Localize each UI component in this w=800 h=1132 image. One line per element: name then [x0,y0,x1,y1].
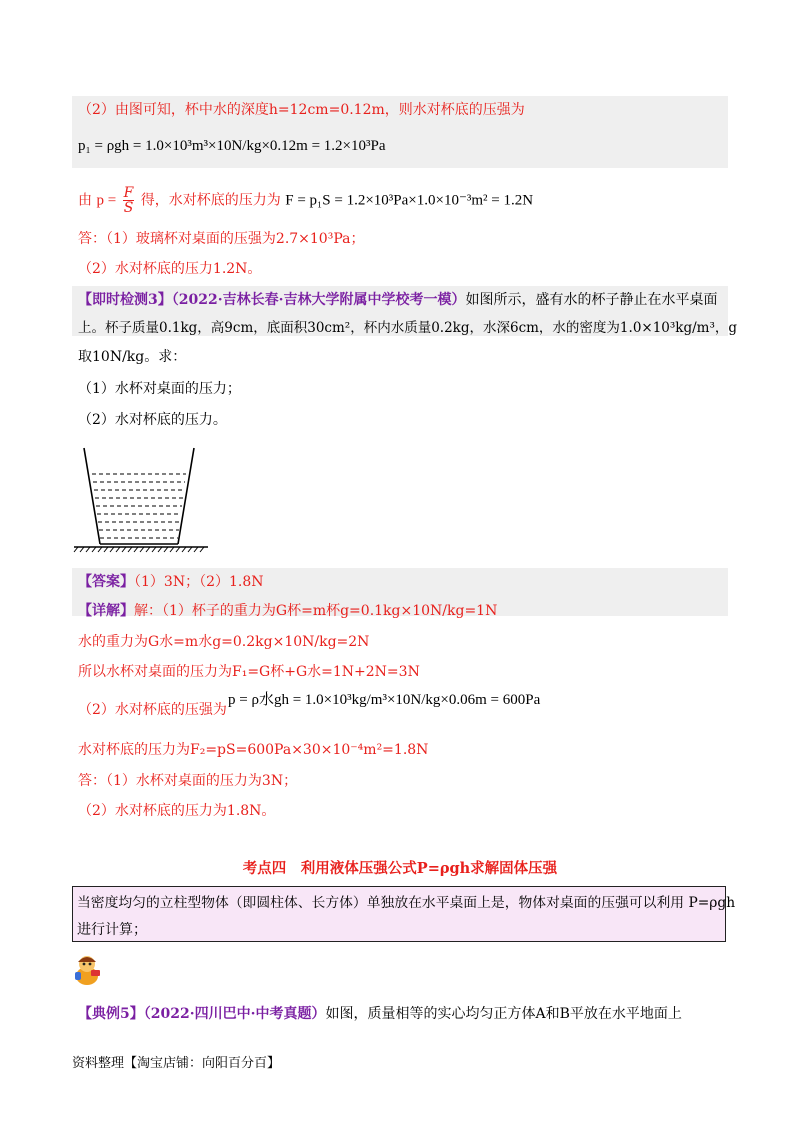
footer: 资料整理【淘宝店铺：向阳百分百】 [72,1056,281,1071]
check3-source: （2022·吉林长春·吉林大学附属中学校考一模） [171,292,466,308]
formula-p-water: p = ρ水gh = 1.0×10³kg/m³×10N/kg×0.06m = 600Pa [228,692,541,708]
detail-line-3: 所以水杯对桌面的压力为F₁=G杯+G水=1N+2N=3N [78,664,420,680]
answer-tag: 【答案】 [78,574,134,590]
example5-line [78,1004,682,1024]
example5-text: 如图，质量相等的实心均匀正方体A和B平放在水平地面上 [325,1006,682,1022]
check3-answer [78,572,264,592]
check3-q-line2: 上。杯子质量0.1kg，高9cm，底面积30cm²，杯内水质量0.2kg，水深6cm，水的密度为1.0×10³kg/m³，g [78,320,738,336]
by-mid: 得，水对杯底的压力为 [140,192,281,209]
check3-line-1 [78,290,717,310]
cup-diagram [72,446,212,556]
check3-tag: 【即时检测3】 [78,292,172,308]
detail-tag: 【详解】 [78,603,134,619]
detail-line-4: （2）水对杯底的压强为 [78,702,227,718]
frac-p-label: p = [96,192,117,209]
by-prefix: 由 [78,192,92,209]
answer-text: （1）3N；（2）1.8N [134,574,264,590]
fraction-numerator: F [123,185,134,201]
detail-line-5: 水对杯底的压力为F₂=pS=600Pa×30×10⁻⁴m²=1.8N [78,742,429,758]
check3-detail-1 [78,601,497,621]
check3-sub-2: （2）水对杯底的压力。 [78,412,227,428]
fraction-f-over-s [123,186,135,215]
mascot-icon [70,952,104,986]
example5-tag: 【典例5】 [78,1006,144,1022]
answer1-conclusion-2: （2）水对杯底的压力1.2N。 [78,261,262,277]
answer-line-by [78,186,533,215]
check3-q-line1: 如图所示，盛有水的杯子静止在水平桌面 [465,292,718,308]
detail-line-2: 水的重力为G水=m水g=0.2kg×10N/kg=2N [78,634,370,650]
check3-sub-1: （1）水杯对桌面的压力； [78,381,241,397]
detail-line-4-row [78,700,227,720]
answer1-conclusion-1: 答：（1）玻璃杯对桌面的压强为2.7×10³Pa； [78,231,365,247]
check3-q-line3: 取10N/kg。求： [78,349,187,365]
tip-box [72,886,736,942]
check3-conclusion-2: （2）水对杯底的压力为1.8N。 [78,803,276,819]
tip-line-2: 进行计算； [77,922,147,938]
tip-line-1: 当密度均匀的立柱型物体（即圆柱体、长方体）单独放在水平桌面上是，物体对桌面的压强可以利用 P=ρgh [77,895,736,911]
formula-p1: p₁ = ρgh = 1.0×10³m³×10N/kg×0.12m = 1.2×10³Pa [78,138,386,154]
fraction-denominator: S [123,200,134,216]
formula-F: F = p₁S = 1.2×10³Pa×1.0×10⁻³m² = 1.2N [285,192,534,209]
answer-line-2: （2）由图可知，杯中水的深度h=12cm=0.12m，则水对杯底的压强为 [78,102,525,118]
detail-line-1: 解：（1）杯子的重力为G杯=m杯g=0.1kg×10N/kg=1N [134,603,498,619]
check3-conclusion-1: 答：（1）水杯对桌面的压力为3N； [78,773,298,789]
section-title: 考点四 利用液体压强公式P=ρgh求解固体压强 [242,860,558,877]
example5-source: （2022·四川巴中·中考真题） [143,1006,326,1022]
